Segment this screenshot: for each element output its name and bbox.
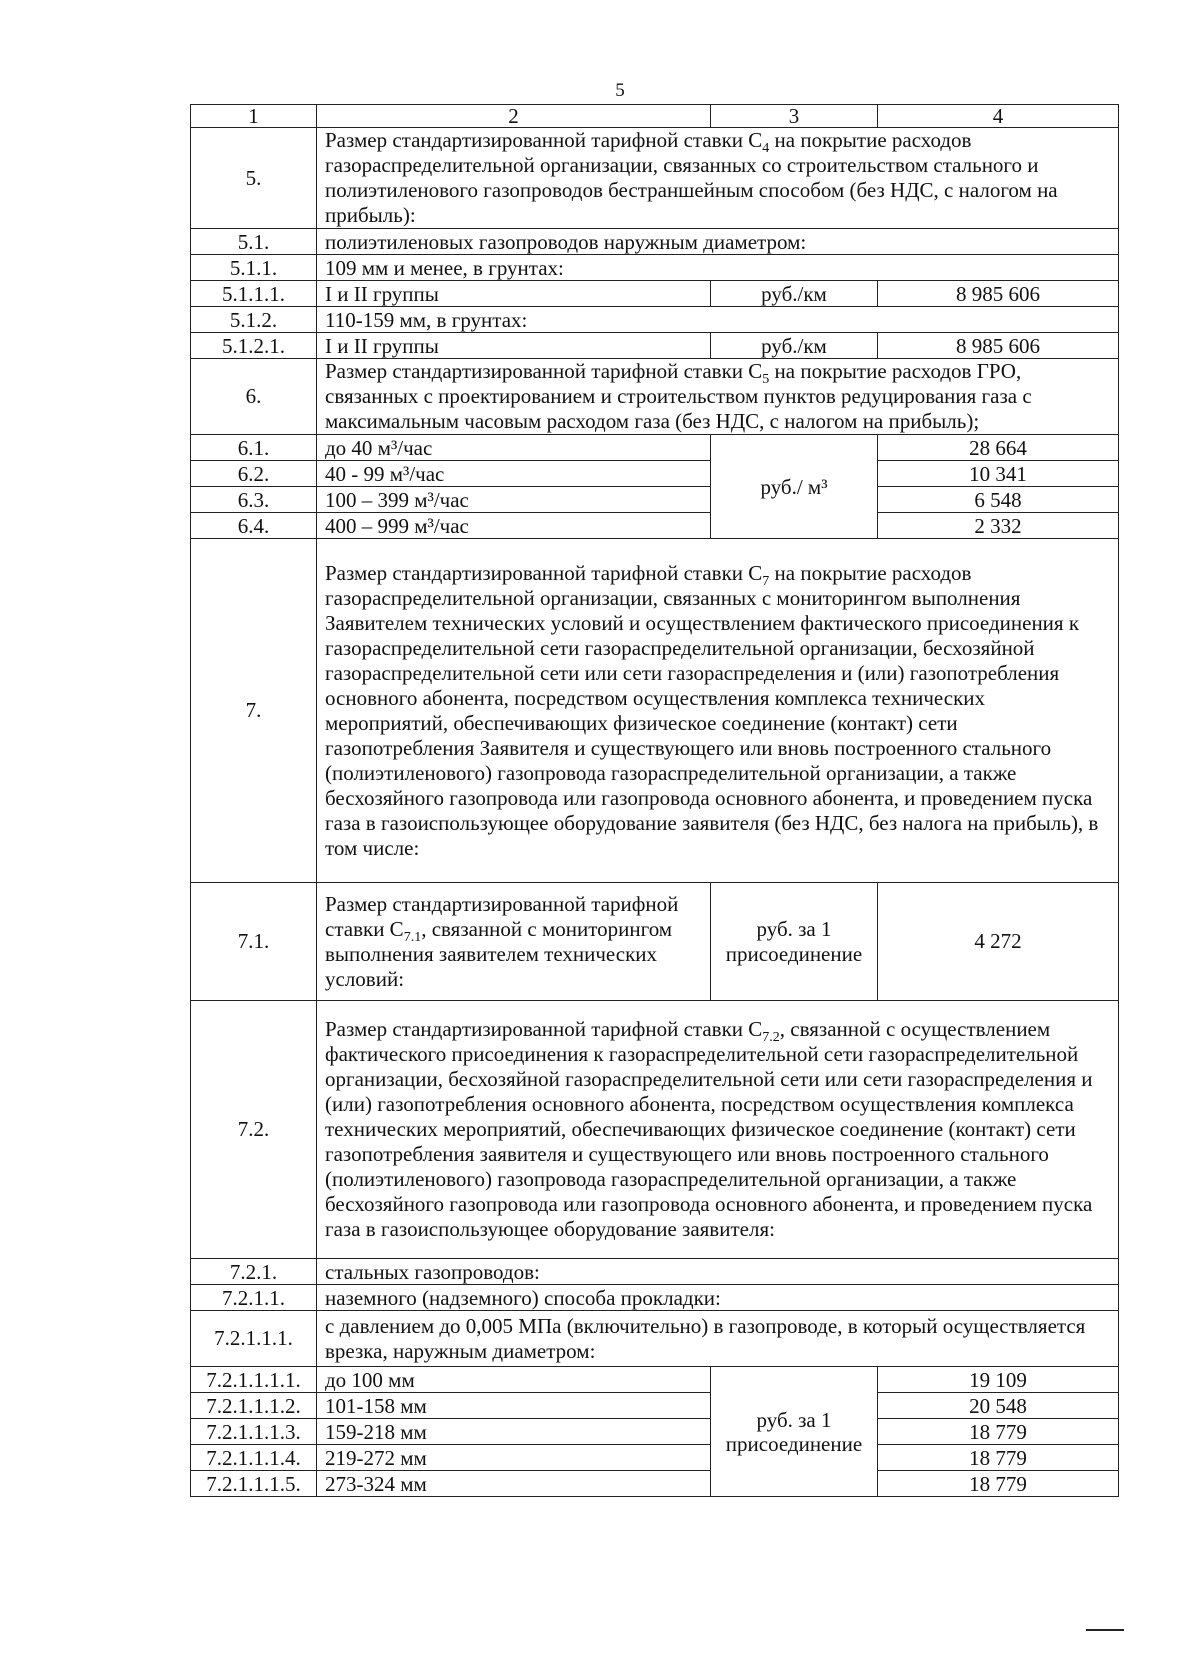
- row-description: Размер стандартизированной тарифной ставки $С_5$ на покрытие расходов ГРО, связанных с проектированием и строительством пунктов редуцирования газа с максимальным часовым расходом газа (без НДС, с налогом на прибыль);: [317, 359, 1119, 435]
- table-row: [191, 1311, 1119, 1367]
- table-row: [191, 307, 1119, 333]
- row-description: 159-218 мм: [317, 1419, 711, 1445]
- row-number: 5.1.2.1.: [191, 333, 317, 359]
- row-value: 18 779: [878, 1471, 1119, 1497]
- row-number: 7.2.1.1.1.3.: [191, 1419, 317, 1445]
- row-value: 10 341: [878, 461, 1119, 487]
- row-description: Размер стандартизированной тарифной ставки $С_4$ на покрытие расходов газораспределительной организации, связанных со строительством стального и полиэтиленового газопроводов бестраншейным способом (без НДС, с налогом на прибыль):: [317, 128, 1119, 229]
- row-description: 273-324 мм: [317, 1471, 711, 1497]
- row-value: 8 985 606: [878, 281, 1119, 307]
- table-row: [191, 128, 1119, 229]
- row-number: 5.1.: [191, 229, 317, 255]
- row-description: стальных газопроводов:: [317, 1259, 1119, 1285]
- row-unit: руб. за 1 присоединение: [711, 1367, 878, 1497]
- row-value: 19 109: [878, 1367, 1119, 1393]
- table-row: [191, 435, 1119, 461]
- row-number: 7.1.: [191, 883, 317, 1001]
- row-unit: руб./ м³: [711, 435, 878, 539]
- table-row: [191, 513, 1119, 539]
- row-number: 6.4.: [191, 513, 317, 539]
- table-row: [191, 1393, 1119, 1419]
- table-row: [191, 539, 1119, 883]
- row-description: Размер стандартизированной тарифной ставки $С_{7.1}$, связанной с мониторингом выполнения заявителем технических условий:: [317, 883, 711, 1001]
- row-description: 109 мм и менее, в грунтах:: [317, 255, 1119, 281]
- row-description: наземного (надземного) способа прокладки:: [317, 1285, 1119, 1311]
- table-row: [191, 1471, 1119, 1497]
- row-description: 110-159 мм, в грунтах:: [317, 307, 1119, 333]
- row-number: 7.2.1.: [191, 1259, 317, 1285]
- row-number: 6.2.: [191, 461, 317, 487]
- table-row: [191, 1367, 1119, 1393]
- row-value: 20 548: [878, 1393, 1119, 1419]
- row-number: 6.: [191, 359, 317, 435]
- table-row: [191, 461, 1119, 487]
- row-description: до 40 м³/час: [317, 435, 711, 461]
- row-number: 7.2.1.1.: [191, 1285, 317, 1311]
- row-description: 400 – 999 м³/час: [317, 513, 711, 539]
- row-value: 2 332: [878, 513, 1119, 539]
- row-description: с давлением до 0,005 МПа (включительно) в газопроводе, в который осуществляется врезка, наружным диаметром:: [317, 1311, 1119, 1367]
- table-row: [191, 1445, 1119, 1471]
- table-row: [191, 333, 1119, 359]
- table-row: [191, 1285, 1119, 1311]
- row-value: 6 548: [878, 487, 1119, 513]
- row-description: I и II группы: [317, 281, 711, 307]
- row-description: Размер стандартизированной тарифной ставки $С_{7.2}$, связанной с осуществлением фактического присоединения к газораспределительной сети газораспределительной организации, бесхозяйной газораспределительной сети или сети газораспределения и (или) газопотребления основного абонента, посредством осуществления комплекса технических мероприятий, обеспечивающих физическое соединение (контакт) сети газопотребления заявителя и существующего или вновь построенного стального (полиэтиленового) газопровода газораспределительной организации, а также бесхозяйного газопровода или газопровода основного абонента, и проведением пуска газа в газоиспользующее оборудование заявителя:: [317, 1001, 1119, 1259]
- row-description: полиэтиленовых газопроводов наружным диаметром:: [317, 229, 1119, 255]
- row-description: 40 - 99 м³/час: [317, 461, 711, 487]
- page-number: 5: [615, 80, 625, 101]
- header-col-3: 3: [711, 105, 878, 128]
- row-number: 7.2.1.1.1.4.: [191, 1445, 317, 1471]
- row-number: 5.: [191, 128, 317, 229]
- row-number: 6.3.: [191, 487, 317, 513]
- tariff-table: [190, 104, 1119, 1497]
- row-description: I и II группы: [317, 333, 711, 359]
- header-col-4: 4: [878, 105, 1119, 128]
- table-row: [191, 1001, 1119, 1259]
- row-unit: руб./км: [711, 333, 878, 359]
- table-row: [191, 229, 1119, 255]
- row-description: 101-158 мм: [317, 1393, 711, 1419]
- table-row: [191, 255, 1119, 281]
- row-number: 7.: [191, 539, 317, 883]
- table-row: [191, 1259, 1119, 1285]
- row-number: 6.1.: [191, 435, 317, 461]
- table-row: [191, 883, 1119, 1001]
- row-number: 5.1.2.: [191, 307, 317, 333]
- row-value: 8 985 606: [878, 333, 1119, 359]
- row-number: 7.2.1.1.1.2.: [191, 1393, 317, 1419]
- row-value: 4 272: [878, 883, 1119, 1001]
- row-value: 18 779: [878, 1419, 1119, 1445]
- row-description: 100 – 399 м³/час: [317, 487, 711, 513]
- row-value: 28 664: [878, 435, 1119, 461]
- row-description: Размер стандартизированной тарифной ставки $С_7$ на покрытие расходов газораспределительной организации, связанных с мониторингом выполнения Заявителем технических условий и осуществлением фактического присоединения к газораспределительной сети газораспределительной организации, бесхозяйной газораспределительной сети или сети газораспределения и (или) газопотребления основного абонента, посредством осуществления комплекса технических мероприятий, обеспечивающих физическое соединение (контакт) сети газопотребления Заявителя и существующего или вновь построенного стального (полиэтиленового) газопровода газораспределительной организации, а также бесхозяйного газопровода или газопровода основного абонента, и проведением пуска газа в газоиспользующее оборудование заявителя (без НДС, без налога на прибыль), в том числе:: [317, 539, 1119, 883]
- row-number: 7.2.: [191, 1001, 317, 1259]
- row-description: 219-272 мм: [317, 1445, 711, 1471]
- row-number: 5.1.1.1.: [191, 281, 317, 307]
- header-col-2: 2: [317, 105, 711, 128]
- table-row: [191, 487, 1119, 513]
- table-row: [191, 281, 1119, 307]
- row-unit: руб. за 1 присоединение: [711, 883, 878, 1001]
- row-description: до 100 мм: [317, 1367, 711, 1393]
- table-row: [191, 359, 1119, 435]
- header-col-1: 1: [191, 105, 317, 128]
- row-unit: руб./км: [711, 281, 878, 307]
- row-number: 5.1.1.: [191, 255, 317, 281]
- table-row: [191, 1419, 1119, 1445]
- row-number: 7.2.1.1.1.5.: [191, 1471, 317, 1497]
- header-row: [191, 105, 1119, 128]
- page-corner-mark: [1086, 1629, 1124, 1631]
- row-value: 18 779: [878, 1445, 1119, 1471]
- row-number: 7.2.1.1.1.1.: [191, 1367, 317, 1393]
- row-number: 7.2.1.1.1.: [191, 1311, 317, 1367]
